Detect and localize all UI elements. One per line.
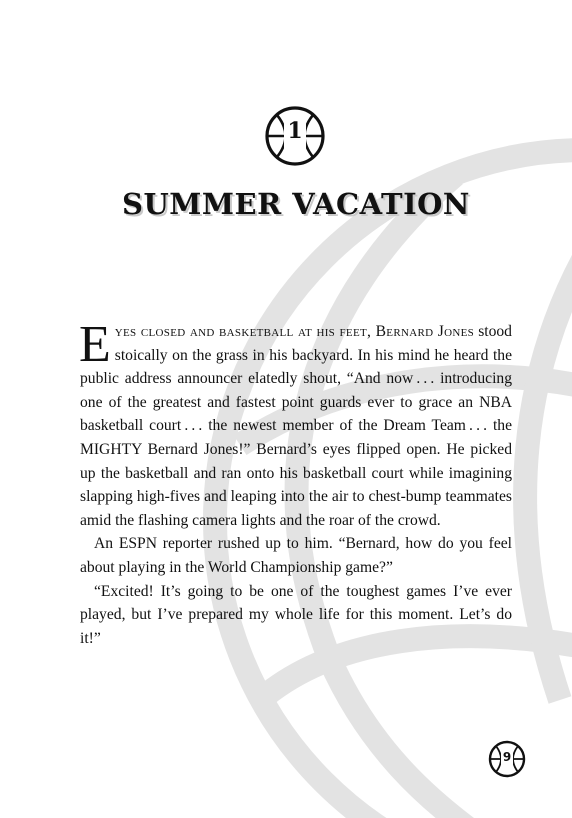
chapter-title: SUMMER VACATION — [122, 187, 470, 221]
opening-smallcaps: yes closed and basketball at his feet, Bernard Jones — [114, 323, 475, 340]
paragraph-3: “Excited! It’s going to be one of the toughest games I’ve ever played, but I’ve prepared my whole life for this moment. Let’s do it!” — [80, 582, 512, 647]
page-number: 9 — [502, 750, 512, 764]
paragraph-1-text: stood stoically on the grass in his backyard. In his mind he heard the public address announcer elatedly shout, “And now . . . introducing one of the greatest and fastest point guards ever to grace an NBA basketball court . . . the newest member of the Dream Team . . . the MIGHTY Bernard Jones!” Bernard’s eyes flipped open. He picked up the basketball and ran onto his basketball court while imagining slapping high-fives and leaping into the air to chest-bump teammates amid the flashing camera lights and the roar of the crowd. — [80, 323, 512, 529]
chapter-number: 1 — [287, 118, 303, 144]
paragraph-2: An ESPN reporter rushed up to him. “Bernard, how do you feel about playing in the World Championship game?” — [80, 535, 512, 576]
paragraph-1 — [79, 316, 512, 532]
drop-cap: E — [79, 316, 111, 373]
body-text — [79, 316, 512, 650]
